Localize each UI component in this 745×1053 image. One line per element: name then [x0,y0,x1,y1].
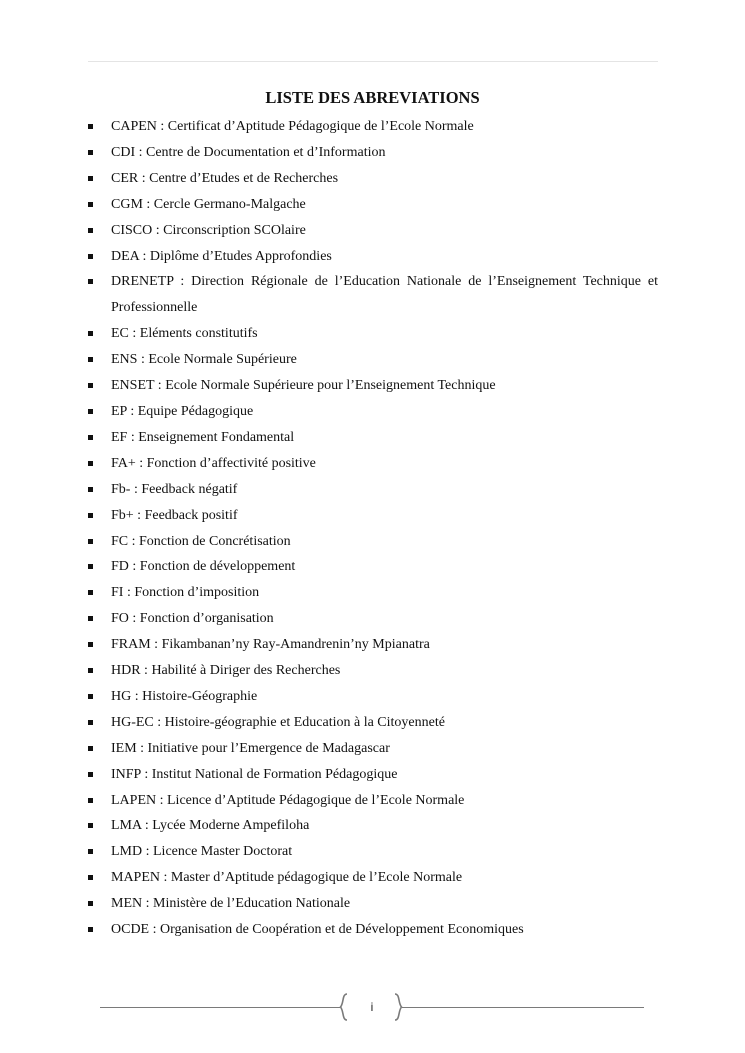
abbreviation-entry: HDR : Habilité à Diriger des Recherches [111,663,341,679]
abbreviation-entry: FRAM : Fikambanan’ny Ray-Amandrenin’ny Mpianatra [111,637,430,653]
list-item [86,813,658,839]
list-item [86,529,658,555]
square-bullet-icon [88,228,93,233]
abbreviation-entry: MEN : Ministère de l’Education Nationale [111,896,351,912]
square-bullet-icon [88,616,93,621]
square-bullet-icon [88,487,93,492]
left-brace-icon [339,993,349,1021]
square-bullet-icon [88,720,93,725]
square-bullet-icon [88,279,93,284]
square-bullet-icon [88,668,93,673]
abbreviation-entry: IEM : Initiative pour l’Emergence de Madagascar [111,740,390,756]
square-bullet-icon [88,150,93,155]
list-item [86,762,658,788]
abbreviation-entry: HG : Histoire-Géographie [111,688,258,704]
abbreviation-entry: Fb+ : Feedback positif [111,507,238,523]
abbreviation-entry: Fb- : Feedback négatif [111,481,238,497]
abbreviation-list [86,114,658,943]
square-bullet-icon [88,564,93,569]
abbreviation-entry: FC : Fonction de Concrétisation [111,533,291,549]
square-bullet-icon [88,694,93,699]
square-bullet-icon [88,331,93,336]
list-item [86,321,658,347]
page-number: i [370,1000,374,1014]
list-item [86,658,658,684]
abbreviation-entry: DRENETP : Direction Régionale de l’Education Nationale de l’Enseignement Technique et Professionnelle [111,274,658,316]
footer-rule-left [100,1007,340,1008]
square-bullet-icon [88,539,93,544]
abbreviation-entry: DEA : Diplôme d’Etudes Approfondies [111,248,332,264]
square-bullet-icon [88,823,93,828]
square-bullet-icon [88,435,93,440]
abbreviation-entry: OCDE : Organisation de Coopération et de Développement Economiques [111,922,524,938]
list-item [86,710,658,736]
abbreviation-entry: LMD : Licence Master Doctorat [111,844,293,860]
list-item [86,114,658,140]
square-bullet-icon [88,772,93,777]
page-title: LISTE DES ABREVIATIONS [265,88,480,107]
list-item [86,606,658,632]
list-item [86,736,658,762]
square-bullet-icon [88,357,93,362]
square-bullet-icon [88,849,93,854]
abbreviation-entry: HG-EC : Histoire-géographie et Education à la Citoyenneté [111,714,445,730]
list-item [86,451,658,477]
square-bullet-icon [88,513,93,518]
abbreviation-entry: INFP : Institut National de Formation Pédagogique [111,766,398,782]
list-item [86,917,658,943]
list-item [86,399,658,425]
list-item [86,891,658,917]
square-bullet-icon [88,409,93,414]
abbreviation-entry: MAPEN : Master d’Aptitude pédagogique de l’Ecole Normale [111,870,463,886]
list-item [86,347,658,373]
list-item [86,865,658,891]
abbreviation-entry: CISCO : Circonscription SCOlaire [111,222,306,238]
square-bullet-icon [88,798,93,803]
list-item [86,554,658,580]
abbreviation-entry: EP : Equipe Pédagogique [111,403,254,419]
list-item [86,684,658,710]
list-item [86,140,658,166]
abbreviation-entry: LMA : Lycée Moderne Ampefiloha [111,818,310,834]
list-item [86,580,658,606]
square-bullet-icon [88,642,93,647]
square-bullet-icon [88,461,93,466]
square-bullet-icon [88,254,93,259]
list-item [86,244,658,270]
abbreviation-entry: FO : Fonction d’organisation [111,611,274,627]
square-bullet-icon [88,124,93,129]
square-bullet-icon [88,590,93,595]
abbreviation-entry: EC : Eléments constitutifs [111,326,258,342]
list-item [86,373,658,399]
footer-rule-right [402,1007,644,1008]
abbreviation-entry: CGM : Cercle Germano-Malgache [111,196,306,212]
abbreviation-entry: ENS : Ecole Normale Supérieure [111,352,297,368]
square-bullet-icon [88,875,93,880]
square-bullet-icon [88,202,93,207]
list-item [86,477,658,503]
list-item [86,839,658,865]
square-bullet-icon [88,383,93,388]
square-bullet-icon [88,746,93,751]
list-item [86,788,658,814]
square-bullet-icon [88,176,93,181]
abbreviation-entry: ENSET : Ecole Normale Supérieure pour l’Enseignement Technique [111,378,496,394]
list-item [86,218,658,244]
list-item [86,632,658,658]
list-item [86,192,658,218]
header-rule [88,61,658,62]
list-item [86,269,658,321]
abbreviation-entry: FA+ : Fonction d’affectivité positive [111,455,316,471]
abbreviation-entry: CDI : Centre de Documentation et d’Information [111,144,386,160]
abbreviation-entry: CER : Centre d’Etudes et de Recherches [111,170,339,186]
square-bullet-icon [88,927,93,932]
list-item [86,166,658,192]
list-item [86,425,658,451]
abbreviation-entry: LAPEN : Licence d’Aptitude Pédagogique de l’Ecole Normale [111,792,465,808]
list-item [86,503,658,529]
abbreviation-entry: EF : Enseignement Fondamental [111,429,295,445]
abbreviation-entry: FI : Fonction d’imposition [111,585,260,601]
abbreviation-entry: CAPEN : Certificat d’Aptitude Pédagogique de l’Ecole Normale [111,119,474,134]
abbreviation-entry: FD : Fonction de développement [111,559,296,575]
square-bullet-icon [88,901,93,906]
